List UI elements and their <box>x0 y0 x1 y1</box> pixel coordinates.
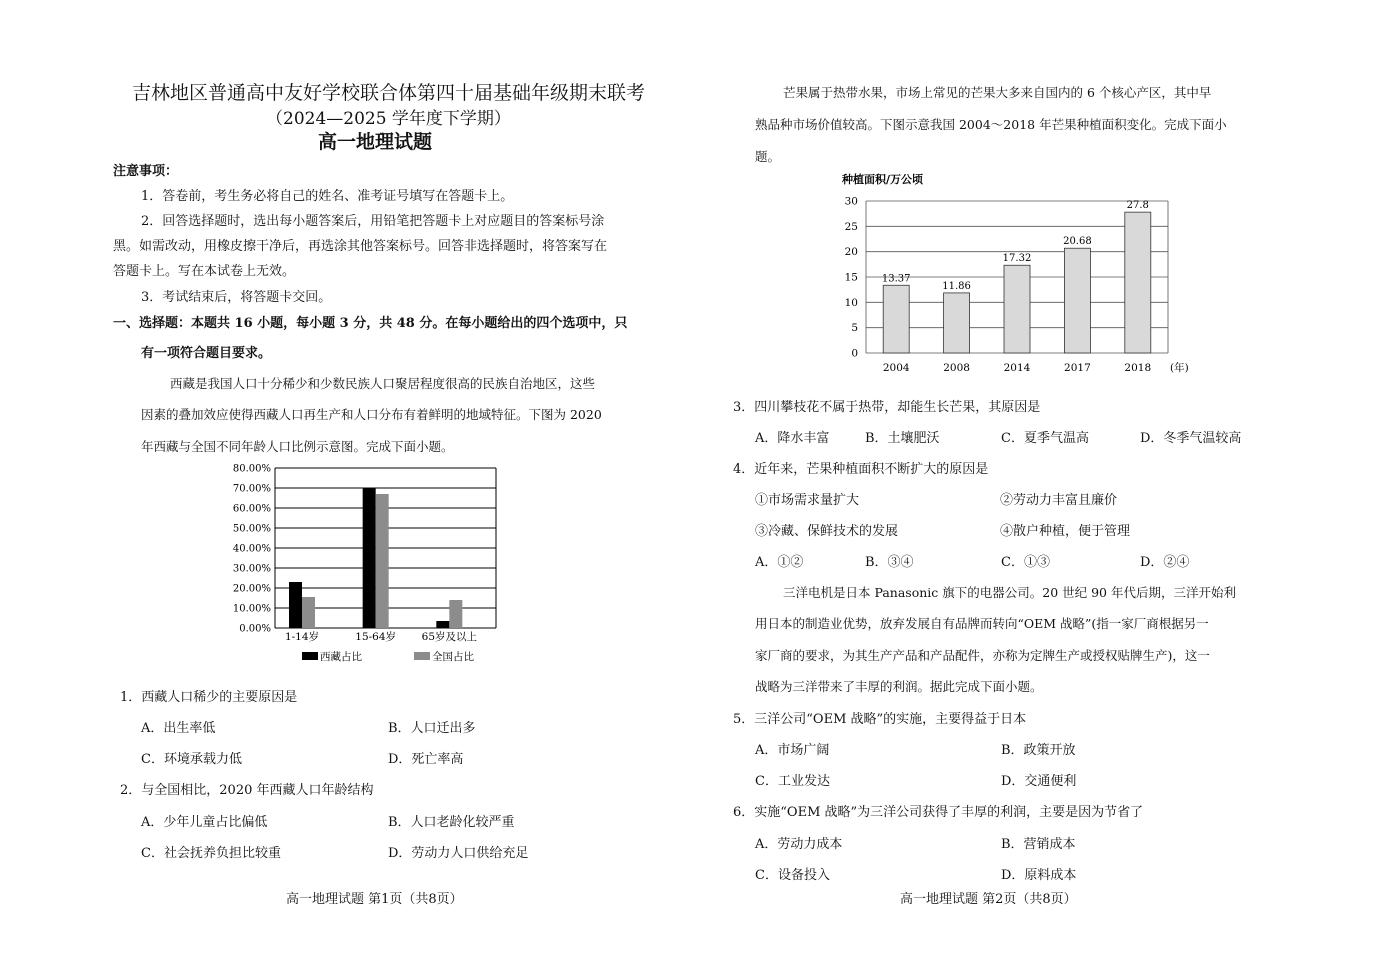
y-tick-label: 20.00% <box>232 583 271 595</box>
passage-tibet-line3: 年西藏与全国不同年龄人口比例示意图。完成下面小题。 <box>141 439 454 454</box>
bar <box>944 293 970 353</box>
exam-header-line2: （2024—2025 学年度下学期） <box>266 109 511 129</box>
question-5-option-d: D．交通便利 <box>1001 774 1077 789</box>
bar-national <box>302 597 315 628</box>
bar <box>1125 212 1151 353</box>
question-5-option-c: C．工业发达 <box>755 774 830 789</box>
bar <box>1064 248 1090 353</box>
y-tick-label: 30.00% <box>232 563 271 575</box>
bar <box>883 285 909 353</box>
bar-value-label: 17.32 <box>1002 253 1032 265</box>
question-5-stem: 5．三洋公司“OEM 战略”的实施，主要得益于日本 <box>733 712 1027 727</box>
question-3-option-a: A．降水丰富 <box>755 431 830 446</box>
question-2-option-c: C．社会抚养负担比较重 <box>141 846 281 861</box>
question-1-option-d: D．死亡率高 <box>388 752 464 767</box>
question-6-option-c: C．设备投入 <box>755 868 830 883</box>
notes-title: 注意事项： <box>113 164 179 179</box>
passage-mango-line2: 熟品种市场价值较高。下图示意我国 2004～2018 年芒果种植面积变化。完成下面小 <box>755 117 1227 132</box>
x-tick-label: 15-64岁 <box>355 631 397 643</box>
passage-sanyo-line3: 家厂商的要求，为其生产产品和产品配件，亦称为定牌生产或授权贴牌生产)，这一 <box>755 648 1210 663</box>
question-4-option-c: C．①③ <box>1001 555 1050 570</box>
question-3-stem: 3．四川攀枝花不属于热带，却能生长芒果，其原因是 <box>733 400 1041 415</box>
legend-label-national: 全国占比 <box>432 651 474 663</box>
x-axis-unit: (年) <box>1170 362 1189 374</box>
passage-sanyo-line4: 战略为三洋带来了丰厚的利润。据此完成下面小题。 <box>755 679 1043 694</box>
question-5-option-b: B．政策开放 <box>1001 743 1076 758</box>
question-6-stem: 6．实施“OEM 战略”为三洋公司获得了丰厚的利润，主要是因为节省了 <box>733 805 1144 820</box>
passage-sanyo-line1: 三洋电机是日本 Panasonic 旗下的电器公司。20 世纪 90 年代后期，三洋开始利 <box>783 585 1236 600</box>
y-tick-label: 30 <box>844 195 858 208</box>
question-4-item-2: ②劳动力丰富且廉价 <box>1000 493 1118 508</box>
question-4-option-d: D．②④ <box>1140 555 1190 570</box>
y-tick-label: 10.00% <box>232 603 271 615</box>
question-1-option-b: B．人口迁出多 <box>388 721 476 736</box>
bar-value-label: 13.37 <box>881 273 911 285</box>
note-2-line1: 2．回答选择题时，选出每小题答案后，用铅笔把答题卡上对应题目的答案标号涂 <box>141 214 605 229</box>
question-5-option-a: A．市场广阔 <box>755 743 830 758</box>
question-1-option-c: C．环境承载力低 <box>141 752 242 767</box>
question-3-option-d: D．冬季气温较高 <box>1140 431 1242 446</box>
section-heading-line1: 一、选择题：本题共 16 小题，每小题 3 分，共 48 分。在每小题给出的四个选项中，只 <box>113 316 628 331</box>
y-tick-label: 10 <box>844 296 858 309</box>
bar-tibet <box>363 488 376 628</box>
passage-tibet-line2: 因素的叠加效应使得西藏人口再生产和人口分布有着鲜明的地域特征。下图为 2020 <box>141 407 602 422</box>
y-tick-label: 80.00% <box>232 463 271 475</box>
x-tick-label: 2018 <box>1124 362 1152 374</box>
passage-mango-line3: 题。 <box>755 149 781 164</box>
x-tick-label: 1-14岁 <box>284 631 320 643</box>
question-3-option-c: C．夏季气温高 <box>1001 431 1089 446</box>
question-1-stem: 1．西藏人口稀少的主要原因是 <box>120 690 298 705</box>
y-tick-label: 40.00% <box>232 543 271 555</box>
x-tick-label: 2008 <box>943 362 970 374</box>
question-4-item-1: ①市场需求量扩大 <box>755 493 860 508</box>
question-2-option-b: B．人口老龄化较严重 <box>388 815 515 830</box>
passage-tibet-line1: 西藏是我国人口十分稀少和少数民族人口聚居程度很高的民族自治地区，这些 <box>170 376 596 391</box>
section-heading-line2: 有一项符合题目要求。 <box>141 346 272 361</box>
legend-label-tibet: 西藏占比 <box>320 651 362 663</box>
bar-value-label: 20.68 <box>1063 236 1092 248</box>
note-3: 3．考试结束后，将答题卡交回。 <box>141 290 332 305</box>
y-tick-label: 70.00% <box>232 483 271 495</box>
x-tick-label: 65岁及以上 <box>421 631 478 643</box>
bar <box>1004 265 1030 353</box>
bar-value-label: 11.86 <box>942 280 971 292</box>
question-2-option-a: A．少年儿童占比偏低 <box>141 815 268 830</box>
note-2-line3: 答题卡上。写在本试卷上无效。 <box>113 264 296 279</box>
y-tick-label: 0.00% <box>239 623 271 635</box>
passage-mango-line1: 芒果属于热带水果，市场上常见的芒果大多来自国内的 6 个核心产区，其中早 <box>783 85 1212 100</box>
question-3-option-b: B．土壤肥沃 <box>865 431 940 446</box>
x-tick-label: 2004 <box>882 362 910 374</box>
x-tick-label: 2017 <box>1064 362 1091 374</box>
question-2-option-d: D．劳动力人口供给充足 <box>388 846 529 861</box>
question-6-option-d: D．原料成本 <box>1001 868 1077 883</box>
chart-title: 种植面积/万公顷 <box>842 173 924 186</box>
bar-national <box>449 600 462 628</box>
question-4-stem: 4．近年来，芒果种植面积不断扩大的原因是 <box>733 462 989 477</box>
question-4-item-3: ③冷藏、保鲜技术的发展 <box>755 524 899 539</box>
bar-value-label: 27.8 <box>1126 200 1149 212</box>
y-tick-label: 60.00% <box>232 503 271 515</box>
legend-swatch-tibet <box>302 652 318 660</box>
population-age-chart <box>220 460 520 672</box>
page-footer-2: 高一地理试题 第2页（共8页） <box>900 892 1077 907</box>
legend-swatch-national <box>414 652 430 660</box>
exam-header-line1: 吉林地区普通高中友好学校联合体第四十届基础年级期末联考 <box>132 82 646 104</box>
page-footer-1: 高一地理试题 第1页（共8页） <box>286 892 463 907</box>
question-2-stem: 2．与全国相比，2020 年西藏人口年龄结构 <box>120 783 374 798</box>
question-4-option-a: A．①② <box>755 555 804 570</box>
note-2-line2: 黑。如需改动，用橡皮擦干净后，再选涂其他答案标号。回答非选择题时，将答案写在 <box>113 239 608 254</box>
question-4-item-4: ④散户种植，便于管理 <box>1000 524 1131 539</box>
question-6-option-b: B．营销成本 <box>1001 837 1076 852</box>
mango-area-chart <box>830 168 1210 380</box>
passage-sanyo-line2: 用日本的制造业优势，放弃发展自有品牌而转向“OEM 战略”(指一家厂商根据另一 <box>755 616 1209 631</box>
x-tick-label: 2014 <box>1003 362 1031 374</box>
y-tick-label: 50.00% <box>232 523 271 535</box>
bar-tibet <box>289 582 302 628</box>
y-tick-label: 5 <box>851 322 858 335</box>
question-1-option-a: A．出生率低 <box>141 721 216 736</box>
y-tick-label: 25 <box>844 220 858 233</box>
bar-tibet <box>436 621 449 628</box>
question-6-option-a: A．劳动力成本 <box>755 837 843 852</box>
page-title: 高一地理试题 <box>318 131 433 153</box>
y-tick-label: 0 <box>851 347 858 360</box>
bar-national <box>376 494 389 628</box>
question-4-option-b: B．③④ <box>865 555 914 570</box>
y-tick-label: 20 <box>844 246 858 259</box>
y-tick-label: 15 <box>844 271 858 284</box>
note-1: 1．答卷前，考生务必将自己的姓名、准考证号填写在答题卡上。 <box>141 189 514 204</box>
